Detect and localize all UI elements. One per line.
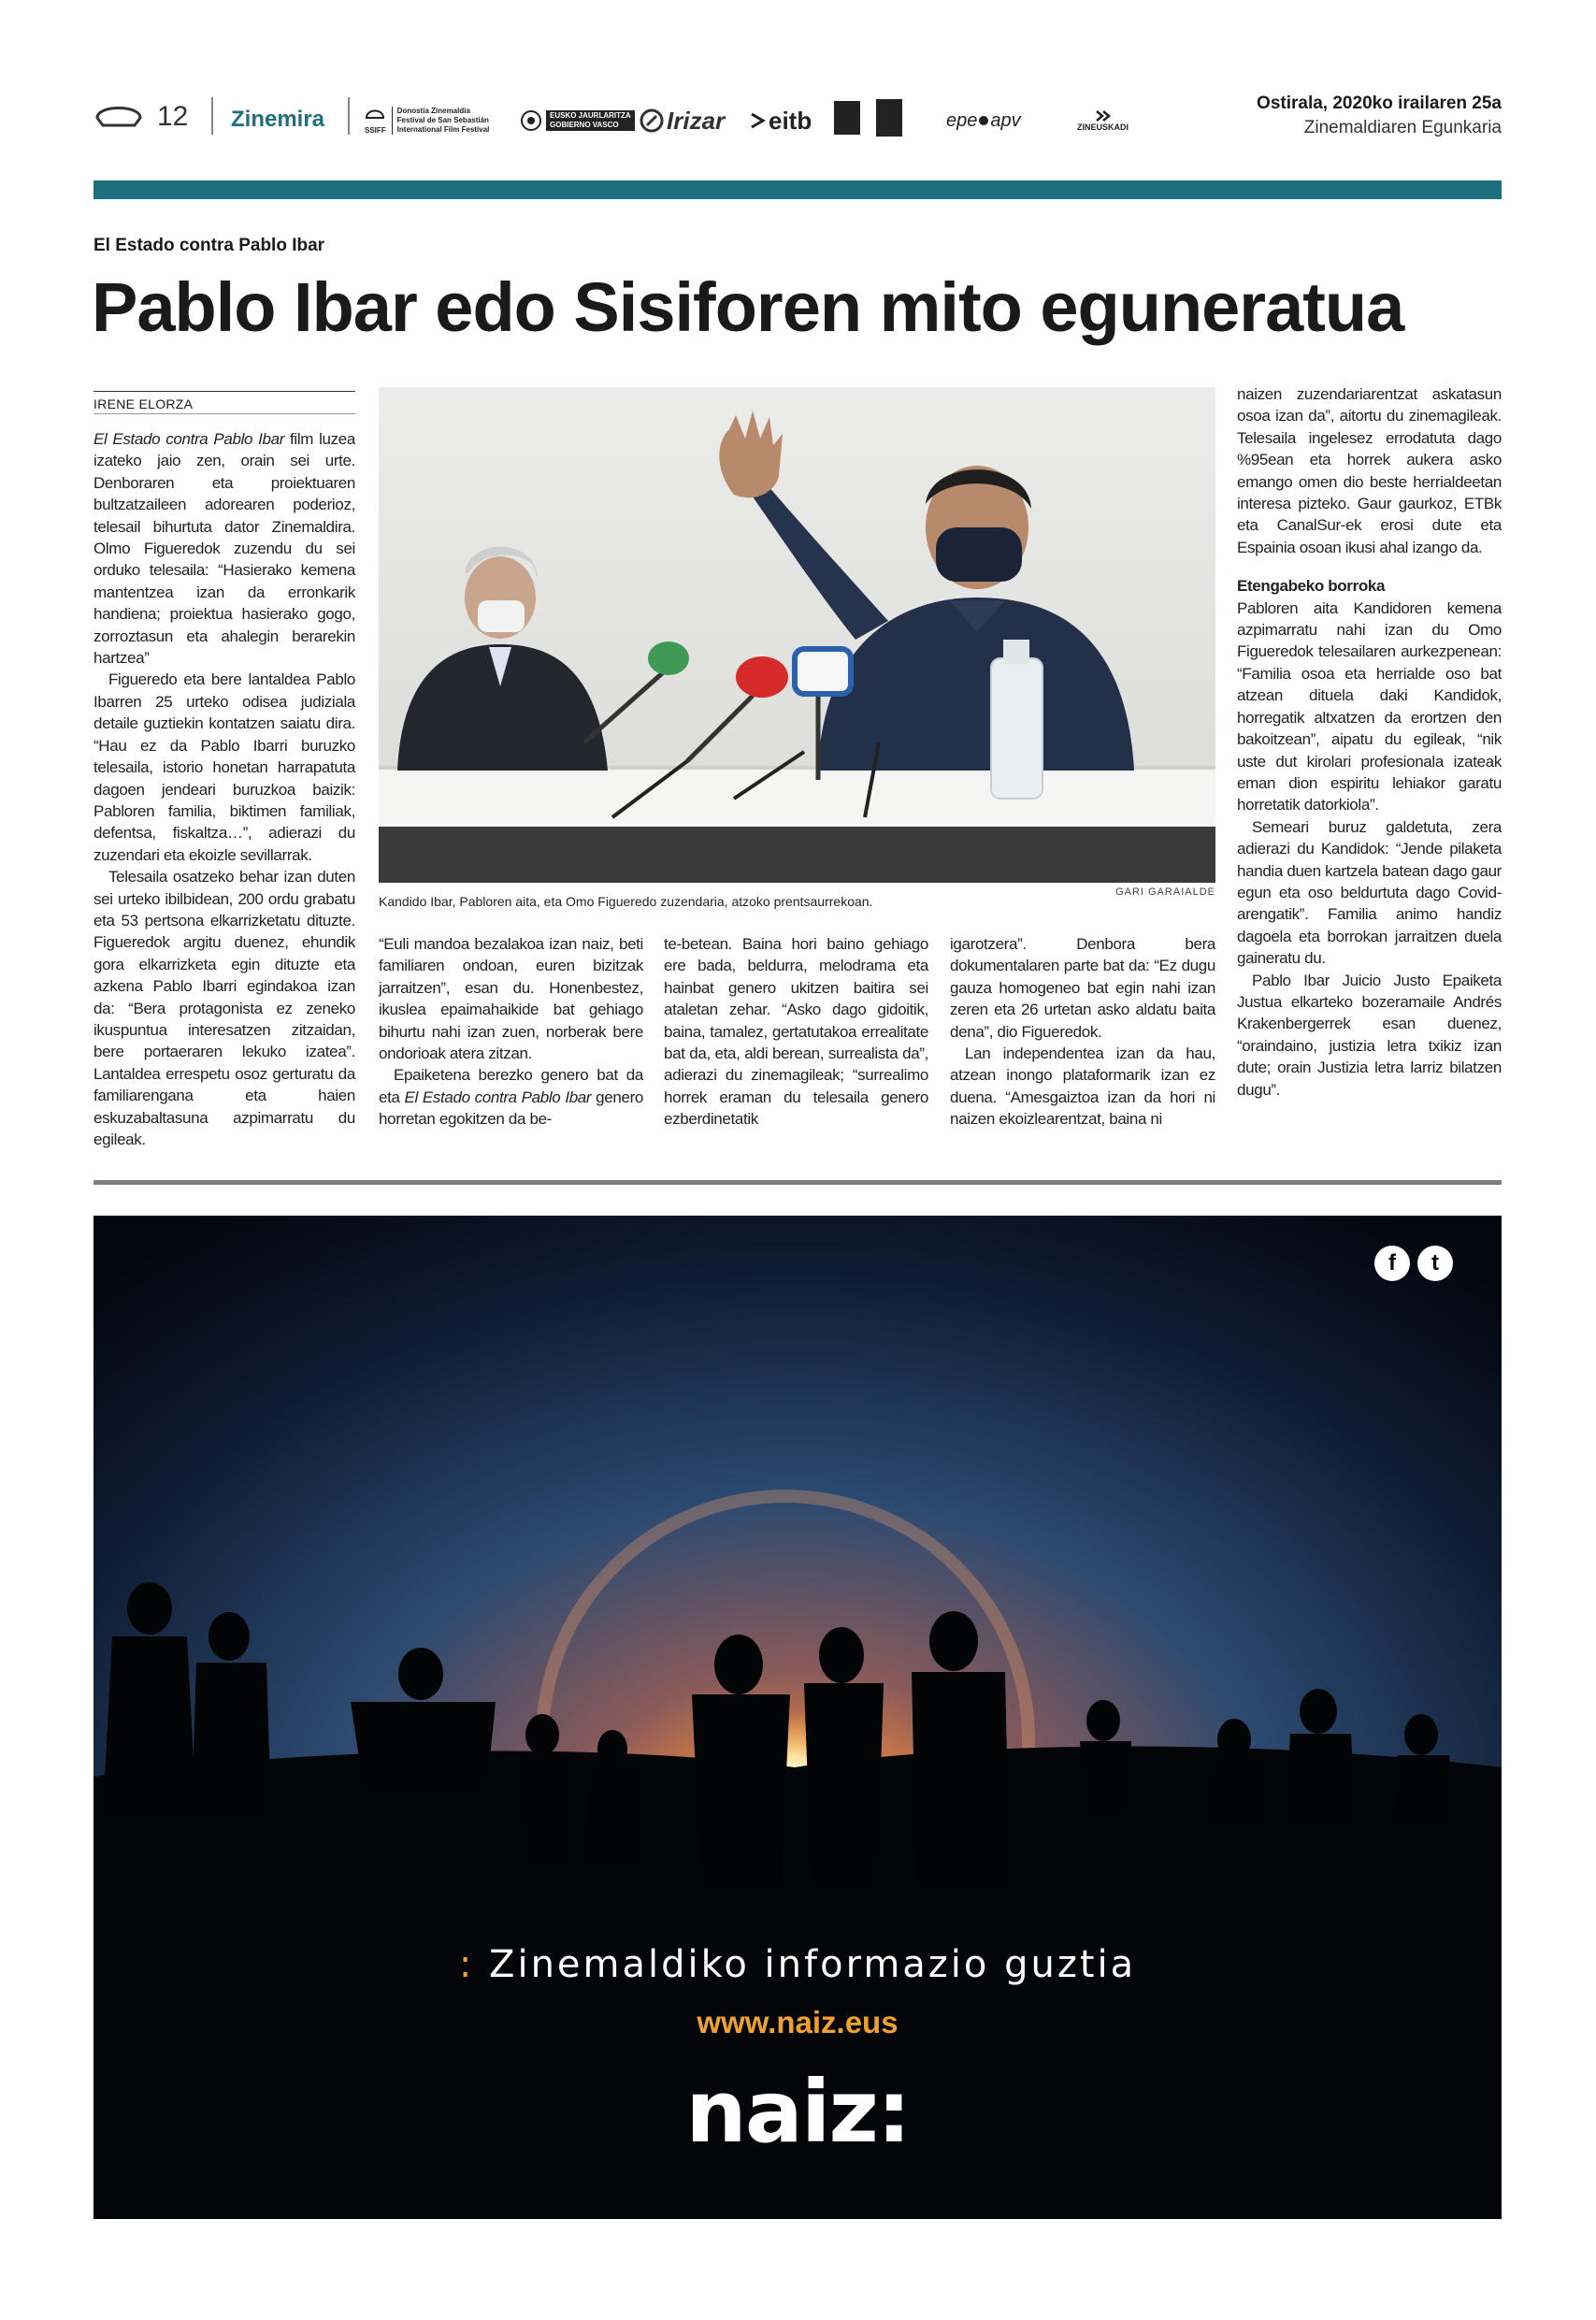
article-column-4 xyxy=(950,933,1215,1131)
section-name: Zinemira xyxy=(231,107,325,132)
header-divider xyxy=(211,97,213,135)
paragraph: te-betean. Baina hori baino gehiago ere bada, beldurra, melodrama eta hainbat genero ukitzen baitira sei ataletan zehar. “Asko dago gidoitik, baina, tamalez, gertatutakoa errealitate bat da, eta, aldi berean, surrealista da”, adierazi du zinemagileak; “surrealimo horrek eraman du telesaila genero ezberdinetatik xyxy=(664,935,928,1129)
header-color-bar xyxy=(93,180,1502,199)
ad-url-link[interactable]: www.naiz.eus xyxy=(697,2005,899,2039)
issue-date: Ostirala, 2020ko irailaren 25a xyxy=(1257,94,1502,113)
facebook-icon[interactable]: f xyxy=(1374,1246,1410,1281)
eitb-arrows-icon xyxy=(750,110,769,131)
sponsor-badge-icon xyxy=(876,99,902,137)
press-conference-photo xyxy=(379,387,1215,883)
paragraph: igarotzera”. Denbora bera dokumentalaren parte bat da: “Ez dugu gauza homogeneo bat egin nahi izan zeren eta 26 urtetan asko aldatu baita dena”, dio Figueredok. xyxy=(950,935,1215,1041)
sponsor-badge-icon xyxy=(834,101,860,135)
article-column-3 xyxy=(664,933,928,1131)
paragraph: naizen zuzendariarentzat askatasun osoa izan da”, aitortu du zinemagileak. Telesaila ingelesez errodatuta dago %95ean eta horrek aukera asko emango omen dio beste herrialdeetan interesa pizteko. Gaur gaurkoz, ETBk eta CanalSur-ek erosi dute eta Espainia osoan ikusi ahal izango da. xyxy=(1237,385,1502,556)
paragraph: Semeari buruz galdetuta, zera adierazi du Kandidok: “Jende pilaketa handia duen kartzela batean dago gaur egun eta oso beldurtuta dago Covid-arengatik”. Familia animo handiz dagoela eta borrokan jarraitzen duela gaineratu du. xyxy=(1237,817,1502,968)
photo-credit: GARI GARAIALDE xyxy=(1115,886,1215,898)
header-divider xyxy=(348,97,350,135)
paragraph: film luzea izateko jaio zen, orain sei urte. Denboraren eta proiektuaren bultzatzaileen adorearen poderioz, telesail bihurtuta dator Zinemaldira. Olmo Figueredok zuzendu du sei orduko telesailа: “Hasierako kemena mantentzea izan da erronkarik handiena; proiektua hasierako gogo, zorroztasun eta ahalegin berarekin hartzea” xyxy=(93,430,355,668)
newspaper-name: Zinemaldiaren Egunkaria xyxy=(1303,118,1502,137)
ssiff-shell-icon xyxy=(365,107,385,122)
byline-rule xyxy=(93,391,355,392)
chevrons-icon xyxy=(1094,109,1113,122)
eitb-logo: eitb xyxy=(750,97,812,144)
byline-rule xyxy=(93,413,355,414)
subheading: Etengabeko borroka xyxy=(1237,577,1386,596)
series-title: El Estado contra Pablo Ibar xyxy=(93,430,285,448)
paragraph: Pabloren aita Kandidoren kemena azpimarratu nahi izan du Omo Figueredok telesailaren aurkezpenean: “Familia osoa eta herrialde oso bat atzean dituela daki Kandidok, horregatik altxatzen da erortzen den bakoitzean”, aipatu du egileak, “nik uste dut kirolari profesionala izateak eman dion espiritu lehiakor garatu horretatik datorkiola”. xyxy=(1237,598,1502,814)
article-column-1 xyxy=(93,428,355,1150)
page-number: 12 xyxy=(157,101,189,132)
series-title: El Estado contra Pablo Ibar xyxy=(404,1088,592,1106)
photo-caption: Kandido Ibar, Pabloren aita, eta Omo Figueredo zuzendaria, atzoko prentsaurrekoan. xyxy=(379,894,873,909)
article-headline: Pablo Ibar edo Sisiforen mito eguneratua xyxy=(92,268,1404,346)
paragraph: Epaiketena berezko genero bat da eta xyxy=(379,1066,643,1106)
epe-apv-logo: epe apv xyxy=(946,109,1021,131)
paragraph: Telesaila osatzeko behar izan duten sei urteko ibilbidean, 200 ordu grabatu eta 53 pertsona elkarrizketatu dituzte. Figueredok argitu duenez, ehundik gora elkarrizketa egin dituzte eta azkena Pablo Ibarri egindakoa izan da: “Bera protagonista ez zeneko ikuspuntua interesatzen zitzaidan, bere portaeraren lekuko izatea”. Lantaldea errespetu osoz gerturatu da familiarengana eta haien eskuzabaltasuna azpimarratu du egileak. xyxy=(93,868,355,1148)
section-divider xyxy=(93,1180,1502,1185)
naiz-logo: naiz: xyxy=(685,2062,910,2162)
emblem-icon xyxy=(520,109,542,132)
twitter-icon[interactable]: t xyxy=(1417,1246,1453,1281)
paragraph: Figueredo eta bere lantaldea Pablo Ibarren 25 urteko odisea judiziala detaile guztiekin kontatzen saiatu dira. “Hau ez da Pablo Ibarri buruzko telesaila, istorio honetan harrapatuta dagoen jendeari buruzkoa baizik: Pabloren familia, biktimen familiak, defentsa, fiskaltza…”, adierazi du zuzendari eta ekoizle sevillarrak. xyxy=(93,670,355,864)
byline: IRENE ELORZA xyxy=(93,396,194,411)
shell-logo-icon xyxy=(93,97,144,131)
ad-tagline: : Zinemaldiko informazio guztia xyxy=(458,1943,1137,1986)
paragraph: Lan independentea izan da hau, atzean inongo plataformarik izan ez duena. “Amesgaiztoa izan da hori ni naizen ekoizlearentzat, baina ni xyxy=(950,1045,1215,1129)
paragraph: Pablo Ibar Juicio Justo Epaiketa Justua elkarteko bozeramaile Andrés Krakenbergerrek esan duenez, “oraindaino, justizia letra txikiz izan dute; orain Justizia letra larriz bilatzen dugu”. xyxy=(1237,971,1502,1099)
paragraph: “Euli mandoa bezalakoa izan naiz, beti familiaren ondoan, euren bizitzak jarraitzen”, esan du. Honenbestez, ikuslea epaimahaikide bat gehiago bihurtu nahi izan zuen, norberak bere ondorioak atera zitzan. xyxy=(379,935,643,1063)
naiz-advertisement[interactable] xyxy=(93,1216,1502,2219)
article-kicker: El Estado contra Pablo Ibar xyxy=(93,236,325,255)
article-column-2 xyxy=(379,933,643,1131)
zineuskadi-logo: ZINEUSKADI xyxy=(1077,97,1129,144)
paragraph: genero horretan egokitzen da be- xyxy=(379,1088,643,1129)
article-column-5 xyxy=(1237,383,1502,1101)
ssiff-logo: SSIFF Donostia Zinemaldia Festival de San Sebastián International Film Festival xyxy=(365,107,490,135)
gobierno-vasco-logo: EUSKO JAURLARITZA GOBIERNO VASCO xyxy=(520,97,635,144)
dot-icon xyxy=(977,114,990,127)
irizar-icon xyxy=(640,108,664,133)
irizar-logo: Irizar xyxy=(640,97,725,144)
